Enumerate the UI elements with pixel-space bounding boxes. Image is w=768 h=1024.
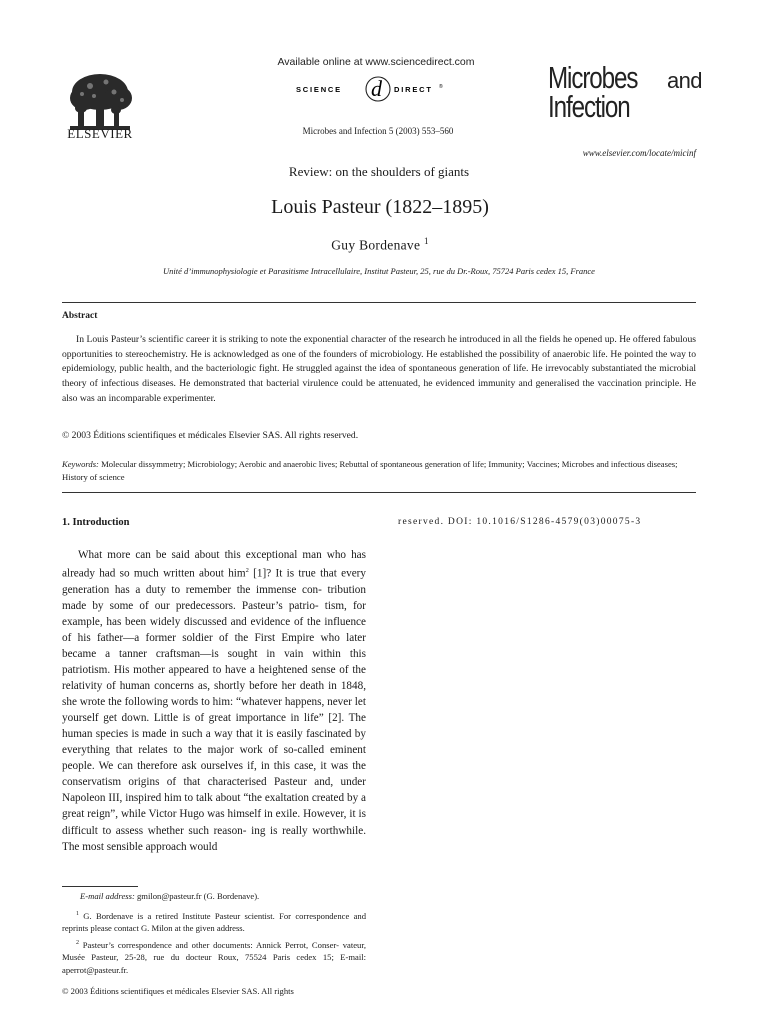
footnote-2-mark: 2 [76,940,79,946]
section-label: Review: on the shoulders of giants [288,164,470,179]
sciencedirect-logo [292,74,462,104]
available-online-line[interactable]: Available online at www.sciencedirect.com [277,56,475,68]
publisher-name: ELSEVIER [67,126,133,141]
divider-bottom [62,492,696,493]
sd-mark: d [371,76,382,101]
introduction-paragraph [62,547,366,855]
keywords [62,458,696,484]
author-footnote-mark[interactable]: 1 [423,236,429,246]
journal-title-word-2: and [667,68,702,93]
sd-left-text: SCIENCE [296,85,342,94]
footnote-1-mark: 1 [76,911,79,917]
sd-right-text: DIRECT [394,85,433,94]
journal-title [548,60,728,124]
abstract-heading: Abstract [62,311,98,321]
author-affiliation: Unité d’immunophysiologie et Parasitisme Intracellulaire, Institut Pasteur, 25, rue du Dr.-Roux, 75724 Paris cedex 15, France [163,266,595,276]
journal-title-word-3: Infection [548,88,630,124]
journal-title-word-1: Microbes [548,60,638,95]
footnote-2 [62,937,366,976]
article-title: Louis Pasteur (1822–1895) [271,196,489,218]
footnote-email [62,891,366,901]
footnote-2-text: Pasteur’s correspondence and other documents: Annick Perrot, Conser- vateur, Musée Pasteur, 25-28, rue du docteur Roux, 75524 Paris cedex 15; E-mail: aperrot@pasteur.fr. [62,939,366,975]
keywords-list: Molecular dissymmetry; Microbiology; Aerobic and anaerobic lives; Rebuttal of spontaneous generation of life; Immunity; Vaccines; Microbes and infectious diseases; History of science [62,459,678,482]
author-line [230,236,530,254]
sd-registered: ® [439,84,443,90]
journal-citation: Microbes and Infection 5 (2003) 553–560 [302,126,454,136]
email-label: E-mail address: [80,891,135,901]
abstract-copyright: © 2003 Éditions scientifiques et médicales Elsevier SAS. All rights reserved. [62,430,359,441]
email-text[interactable]: gmilon@pasteur.fr (G. Bordenave). [134,891,260,901]
journal-url-link[interactable]: www.elsevier.com/locate/micinf [582,148,696,158]
footer-copyright: © 2003 Éditions scientifiques et médicales Elsevier SAS. All rights [62,986,294,996]
abstract-text: In Louis Pasteur’s scientific career it is striking to note the exponential character of the research he introduced in all the fields he opened up. He offered fabulous opportunities to stereochemistry. He is acknowledged as one of the founders of microbiology. He established the possibility of anaerobic life. He pointed the way to epidemiology, public health, and the bacteriologic fight. He struggled against the idea of spontaneous generation of life. He irrevocably substantiated the microbial theory of infectious diseases. He demonstrated that bacterial virulence could be attenuated, he evidenced immunity and generalised the vaccination principle. He also was an incomparable experimenter. [62,334,696,404]
footnote-mark-2[interactable]: 2 [245,567,249,575]
footnote-divider [62,886,138,887]
divider-top [62,302,696,303]
footnote-1 [62,908,366,935]
intro-text-part-1: What more can be said about this exceptional man who has already had so much written about him [62,549,366,580]
keywords-label: Keywords: [62,459,99,469]
doi-line[interactable]: reserved. DOI: 10.1016/S1286-4579(03)00075-3 [398,517,642,527]
author-name[interactable]: Guy Bordenave [331,237,421,253]
section-heading-introduction: 1. Introduction [62,517,130,528]
intro-text-part-2: [1]? It is true that every generation has a duty to remember the immense con- tribution made by some of our predecessors. Pasteur’s patrio- tism, for example, has been widely discussed and evidence of the influence of his father—a former soldier of the First Empire who later became a tanner craftsman—is sought in vain within this patriotism. His mother appeared to have a heightened sense of the relativity of human concerns as, shortly before her death in 1848, she wrote the following words to him: “whatever happens, never let yourself get down. Little is of great importance in life” [2]. The human species is made in such a way that it is easily fascinated by everything that relates to the major work of so-called eminent people. We can therefore ask ourselves if, in this case, it was the conservatism origins of that characterised Pasteur and, under Napoleon III, inspired him to talk about “the exaltation created by a great reign”, while Victor Hugo was himself in exile. However, it is difficult to assess whether such reason- ing is really worthwhile. The most sensible approach would [62,567,366,853]
footnote-1-text: G. Bordenave is a retired Institute Pasteur scientist. For correspondence and reprints please contact G. Milon at the given address. [62,910,366,934]
